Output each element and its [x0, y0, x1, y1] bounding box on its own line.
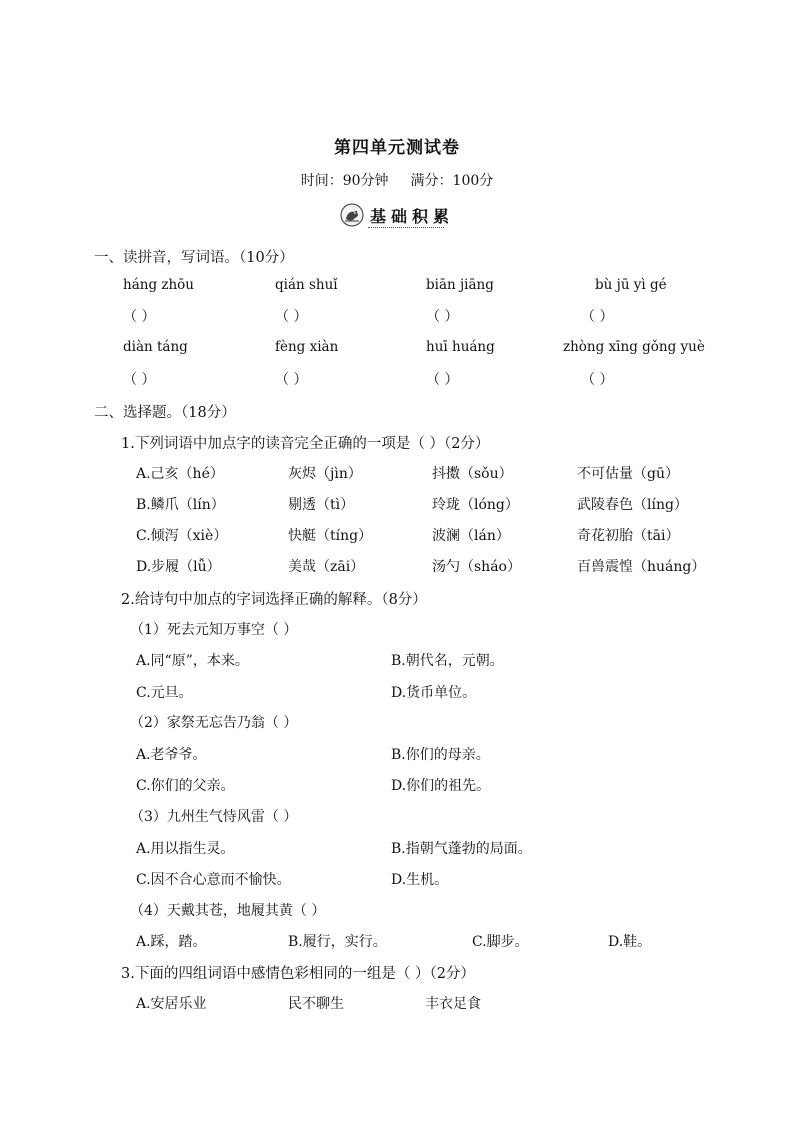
answer-blank-5[interactable]: （ ） — [123, 372, 156, 388]
section1-heading: 一、读拼音，写词语。（10分） — [94, 250, 294, 266]
section2-heading: 二、选择题。（18分） — [94, 405, 236, 421]
q2-sub1-option-a: A.同“原”，本来。 — [136, 653, 249, 669]
q1-option-b-1: B.鳞爪（lín） — [136, 497, 225, 513]
q1-option-b-2: 剔透（tì） — [288, 497, 355, 513]
section-banner-label: 基础积累 — [370, 207, 455, 226]
q1-option-d-1: D.步履（lǚ） — [136, 559, 221, 575]
q2-sub4-option-b: B.履行，实行。 — [288, 934, 387, 950]
q2-sub4-option-c: C.脚步。 — [472, 934, 529, 950]
answer-blank-7[interactable]: （ ） — [426, 372, 459, 388]
pinyin-6: fèng xiàn — [275, 339, 339, 355]
q1-option-c-1: C.倾泻（xiè） — [136, 528, 228, 544]
q2-sub4-option-a: A.踩，踏。 — [136, 934, 207, 950]
q2-sub2-prompt: （2）家祭无忘告乃翁（ ） — [130, 715, 298, 731]
q2-sub2-option-c: C.你们的父亲。 — [136, 778, 235, 794]
exam-time: 时间：90分钟 — [300, 173, 389, 189]
q3-option-a-1: A.安居乐业 — [136, 996, 207, 1012]
q1-option-b-4: 武陵春色（líng） — [577, 497, 688, 513]
pinyin-5: diàn táng — [123, 339, 188, 355]
q1-option-a-1: A.己亥（hé） — [136, 466, 224, 482]
q3-option-a-2: 民不聊生 — [288, 996, 344, 1012]
q2-sub3-option-d: D.生机。 — [391, 872, 449, 888]
q1-option-d-4: 百兽震惶（huáng） — [577, 559, 706, 575]
q1-stem: 1.下列词语中加点字的读音完全正确的一项是（ ）（2分） — [121, 436, 490, 452]
q2-sub2-option-b: B.你们的母亲。 — [391, 747, 490, 763]
q2-sub4-prompt: （4）天戴其苍，地履其黄（ ） — [130, 903, 326, 919]
q1-option-c-2: 快艇（tíng） — [288, 528, 373, 544]
q2-sub4-option-d: D.鞋。 — [608, 934, 652, 950]
q1-option-a-2: 灰烬（jìn） — [288, 466, 362, 482]
answer-blank-2[interactable]: （ ） — [275, 309, 308, 325]
q2-sub1-prompt: （1）死去元知万事空（ ） — [130, 622, 298, 638]
page-title: 第四单元测试卷 — [334, 138, 460, 158]
q1-option-a-4: 不可估量（gū） — [577, 466, 679, 482]
pinyin-1: háng zhōu — [123, 277, 195, 293]
q3-stem: 3.下面的四组词语中感情色彩相同的一组是（ ）（2分） — [121, 966, 475, 982]
q1-option-d-2: 美哉（zāi） — [288, 559, 365, 575]
q1-option-b-3: 玲珑（lóng） — [432, 497, 519, 513]
q2-stem: 2.给诗句中加点的字词选择正确的解释。（8分） — [121, 592, 427, 608]
q2-sub3-option-c: C.因不合心意而不愉快。 — [136, 872, 291, 888]
q2-sub3-option-b: B.指朝气蓬勃的局面。 — [391, 841, 532, 857]
q1-option-d-3: 汤勺（sháo） — [432, 559, 521, 575]
pinyin-8: zhòng xīng gǒng yuè — [563, 339, 705, 355]
answer-blank-3[interactable]: （ ） — [426, 309, 459, 325]
answer-blank-6[interactable]: （ ） — [275, 372, 308, 388]
banner-underline — [368, 227, 444, 228]
q2-sub2-option-d: D.你们的祖先。 — [391, 778, 491, 794]
q1-option-c-3: 波澜（lán） — [432, 528, 510, 544]
exam-meta — [0, 170, 794, 190]
pinyin-4: bù jū yì gé — [595, 277, 667, 293]
q2-sub1-option-c: C.元旦。 — [136, 685, 193, 701]
pinyin-2: qián shuǐ — [275, 277, 338, 293]
q2-sub1-option-b: B.朝代名，元朝。 — [391, 653, 504, 669]
q2-sub2-option-a: A.老爷爷。 — [136, 747, 207, 763]
q1-option-a-3: 抖擞（sǒu） — [432, 466, 513, 482]
exam-score: 满分：100分 — [410, 173, 494, 189]
q3-option-a-3: 丰衣足食 — [425, 996, 481, 1012]
q2-sub1-option-d: D.货币单位。 — [391, 685, 477, 701]
section-banner — [340, 201, 455, 229]
answer-blank-8[interactable]: （ ） — [581, 372, 614, 388]
q1-option-c-4: 奇花初胎（tāi） — [577, 528, 680, 544]
answer-blank-4[interactable]: （ ） — [581, 309, 614, 325]
pinyin-3: biān jiāng — [426, 277, 494, 293]
pinyin-7: huī huáng — [426, 339, 495, 355]
answer-blank-1[interactable]: （ ） — [123, 309, 156, 325]
rooster-emblem-icon — [340, 203, 364, 227]
q2-sub3-option-a: A.用以指生灵。 — [136, 841, 235, 857]
q2-sub3-prompt: （3）九州生气恃风雷（ ） — [130, 809, 298, 825]
